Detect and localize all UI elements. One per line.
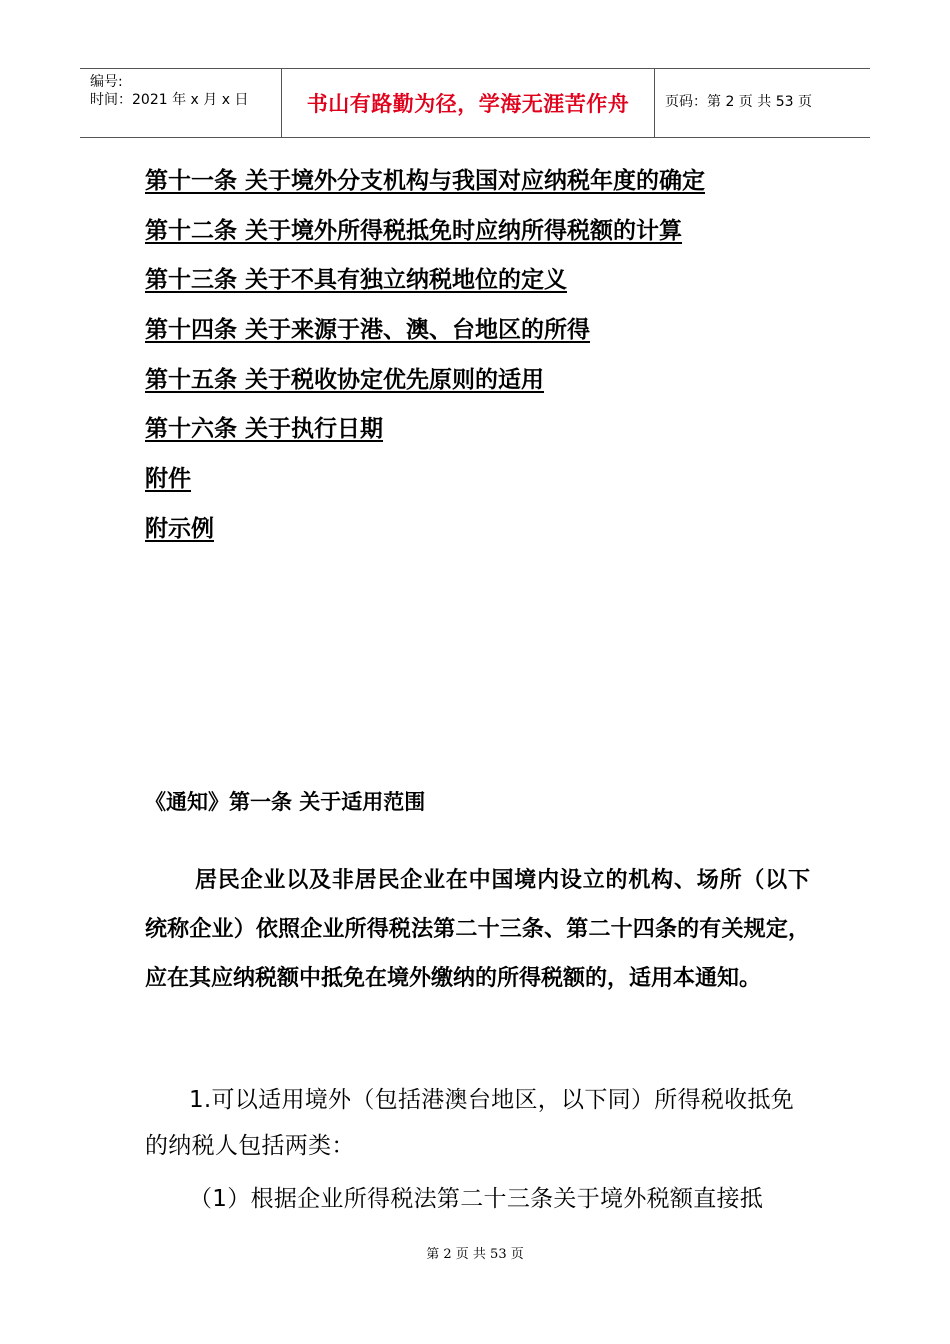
toc-link[interactable]: 附件	[145, 466, 191, 493]
table-of-contents	[145, 166, 705, 564]
list-item: （1）根据企业所得税法第二十三条关于境外税额直接抵	[189, 1186, 764, 1212]
toc-link[interactable]: 第十四条 关于来源于港、澳、台地区的所得	[145, 317, 591, 344]
toc-link[interactable]: 第十一条 关于境外分支机构与我国对应纳税年度的确定	[145, 168, 706, 194]
toc-link[interactable]: 第十二条 关于境外所得税抵免时应纳所得税额的计算	[145, 217, 683, 244]
section-title: 《通知》第一条 关于适用范围	[145, 790, 426, 814]
header-motto-cell	[282, 69, 655, 137]
toc-link[interactable]: 第十六条 关于执行日期	[145, 416, 384, 443]
toc-link[interactable]: 第十五条 关于税收协定优先原则的适用	[145, 366, 545, 393]
header-table	[80, 68, 870, 138]
body-paragraph: 1.可以适用境外（包括港澳台地区，以下同）所得税收抵免的纳税人包括两类：	[145, 1087, 795, 1159]
page-footer: 第 2 页 共 53 页	[426, 1247, 524, 1262]
time-label: 时间：2021 年 x 月 x 日	[90, 92, 249, 108]
scope-paragraph: 居民企业以及非居民企业在中国境内设立的机构、场所（以下统称企业）依照企业所得税法第二十三条、第二十四条的有关规定，应在其应纳税额中抵免在境外缴纳的所得税额的，适用本通知。	[145, 868, 810, 991]
toc-link[interactable]: 附示例	[145, 515, 214, 542]
page-code: 页码：第 2 页 共 53 页	[665, 94, 812, 110]
header-page-cell	[655, 69, 870, 137]
header-info-cell	[80, 69, 282, 137]
serial-label: 编号:	[90, 74, 123, 90]
toc-link[interactable]: 第十三条 关于不具有独立纳税地位的定义	[145, 267, 568, 294]
motto: 书山有路勤为径，学海无涯苦作舟	[306, 91, 630, 116]
